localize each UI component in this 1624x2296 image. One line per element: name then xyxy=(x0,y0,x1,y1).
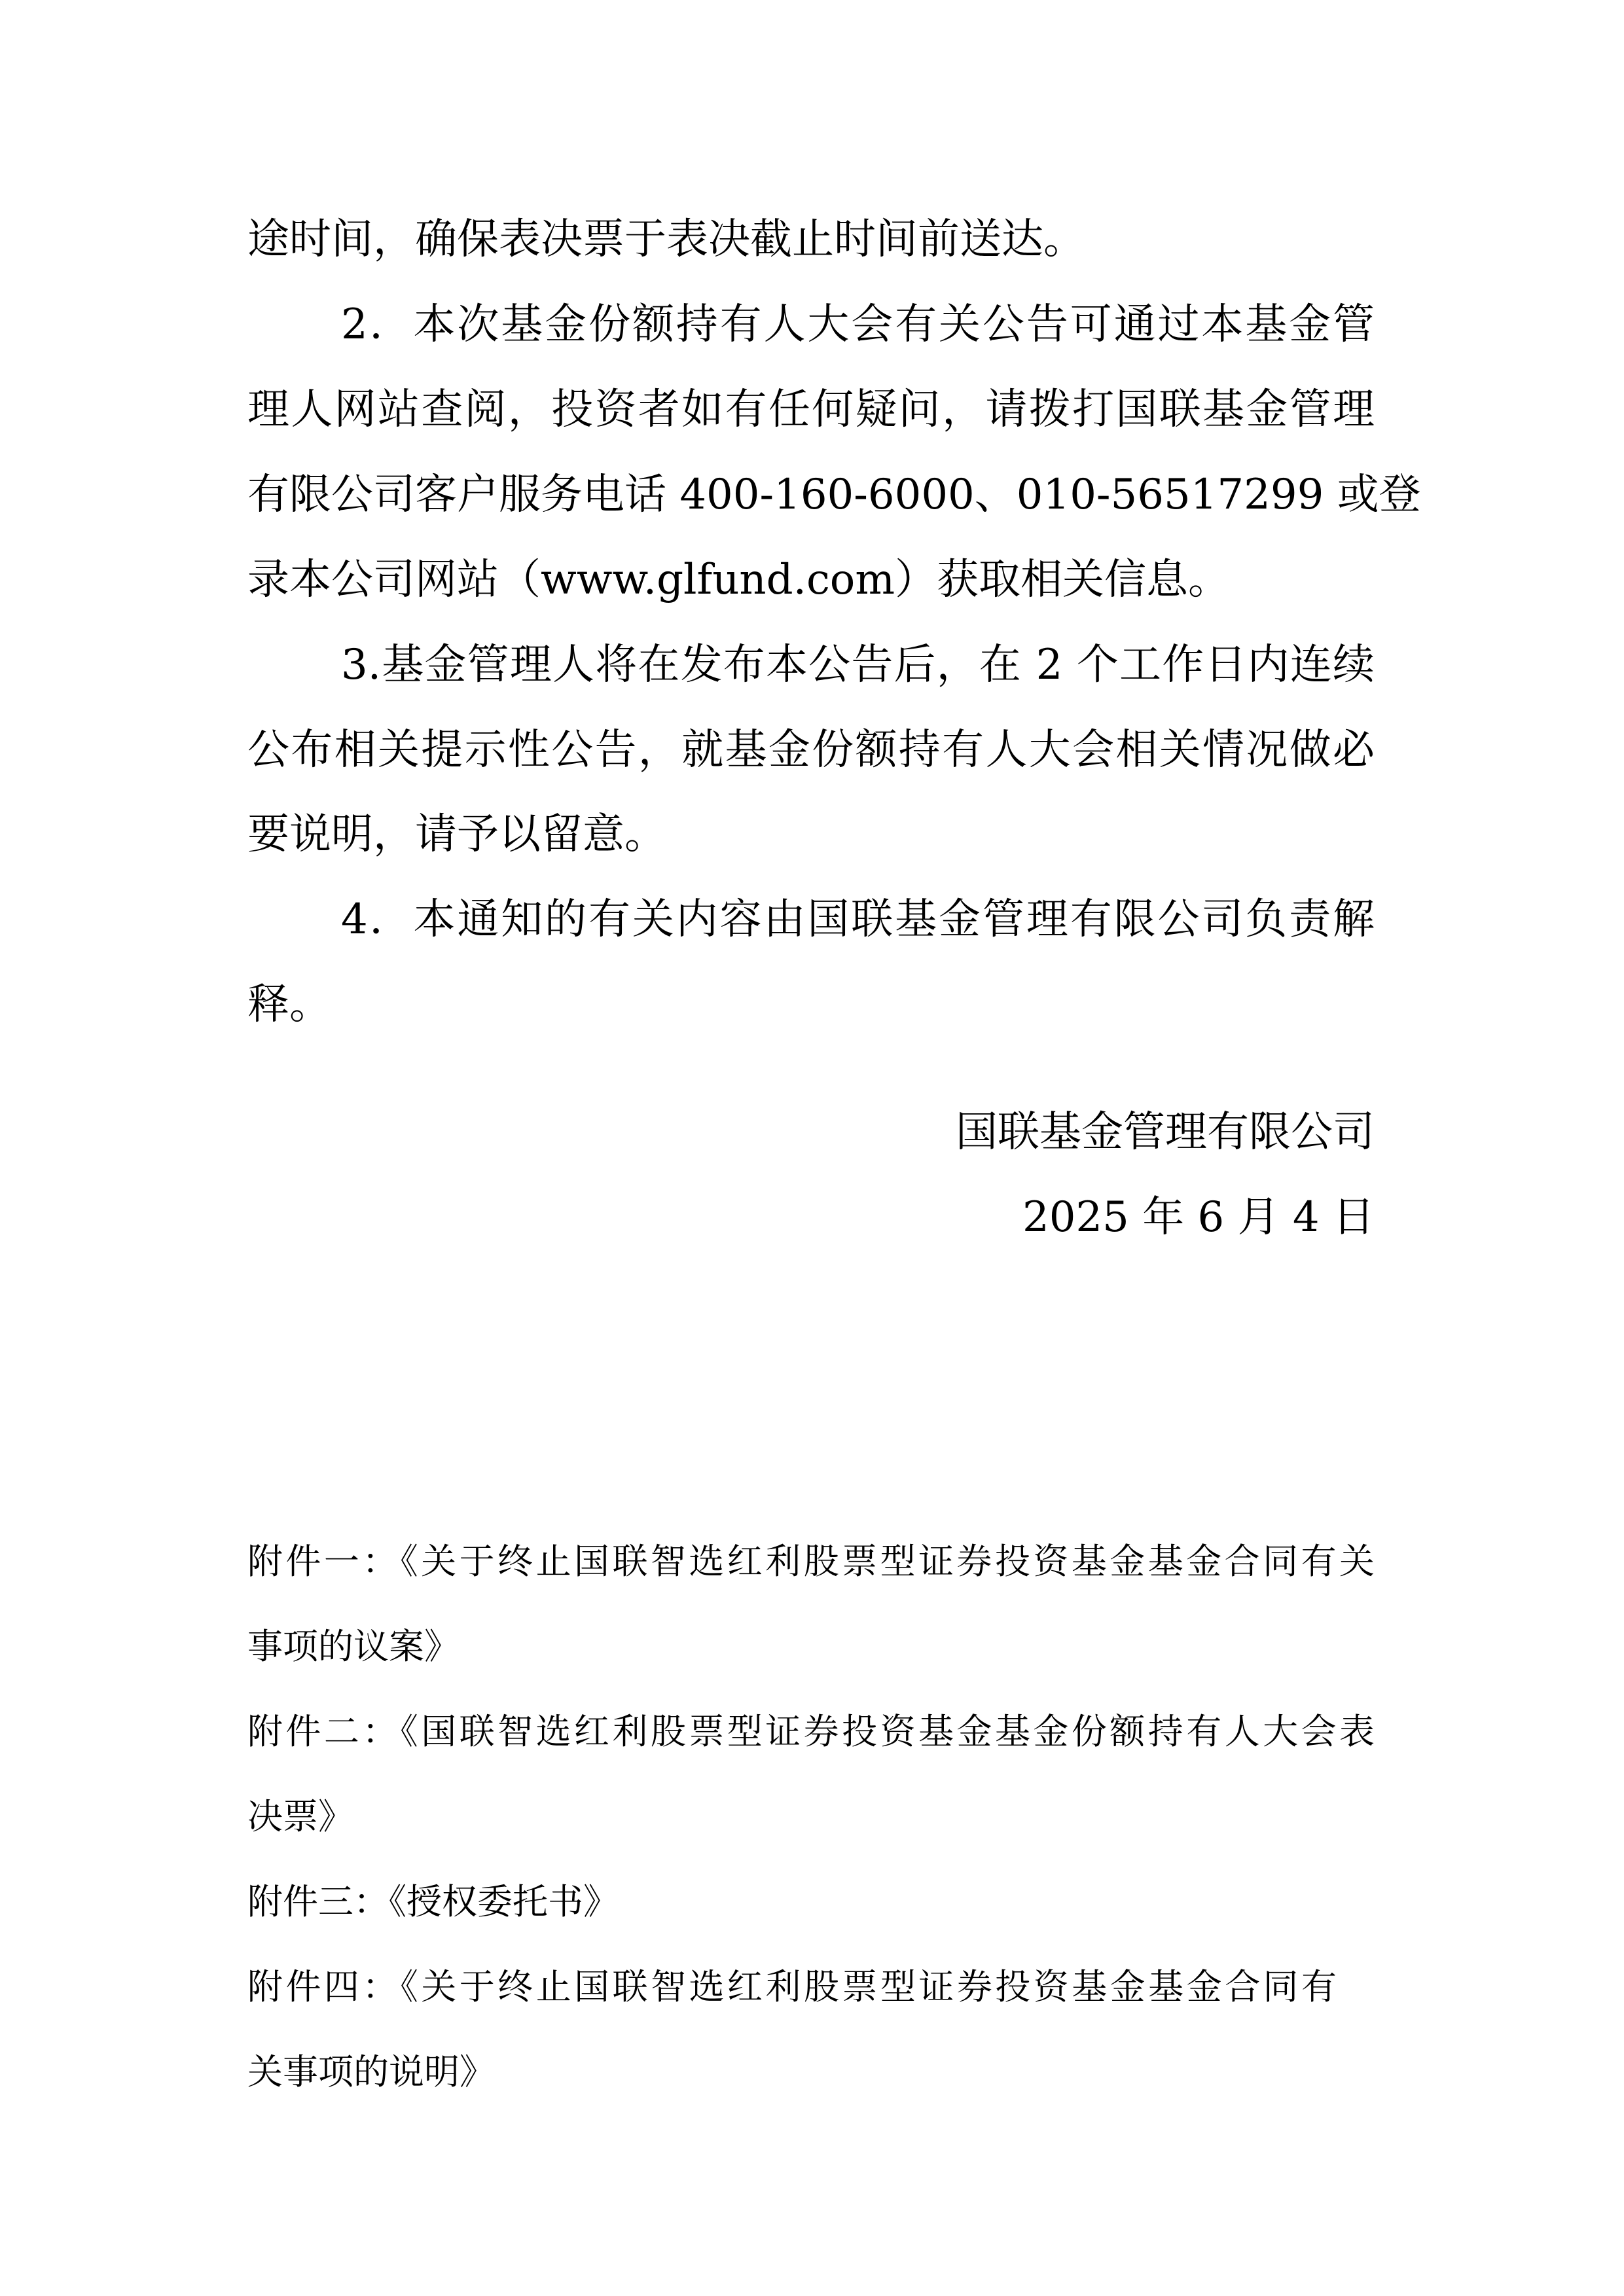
note-3-line-1: 3.基金管理人将在发布本公告后，在 2 个工作日内连续 xyxy=(341,641,1375,689)
note-2-line-2: 理人网站查阅，投资者如有任何疑问，请拨打国联基金管理 xyxy=(247,386,1375,434)
attachment-3: 附件三：《授权委托书》 xyxy=(247,1881,619,1922)
signature-company: 国联基金管理有限公司 xyxy=(956,1108,1375,1157)
note-3-line-2: 公布相关提示性公告，就基金份额持有人大会相关情况做必 xyxy=(247,726,1375,774)
note-2-line-4-website: 录本公司网站（www.glfund.com）获取相关信息。 xyxy=(247,556,1231,604)
note-2-line-3-contact-phones: 有限公司客户服务电话 400-160-6000、010-56517299 或登 xyxy=(247,471,1421,519)
note-4-line-1: 4．本通知的有关内容由国联基金管理有限公司负责解 xyxy=(341,895,1375,944)
attachment-2-line-2: 决票》 xyxy=(247,1796,353,1837)
note-2-line-1: 2．本次基金份额持有人大会有关公告可通过本基金管 xyxy=(341,300,1375,349)
attachment-2-line-1: 附件二：《国联智选红利股票型证券投资基金基金份额持有人大会表 xyxy=(247,1711,1375,1752)
attachment-1-line-1: 附件一：《关于终止国联智选红利股票型证券投资基金基金合同有关 xyxy=(247,1541,1375,1582)
body-line-1: 途时间，确保表决票于表决截止时间前送达。 xyxy=(247,215,1085,264)
attachment-1-line-2: 事项的议案》 xyxy=(247,1626,460,1667)
note-4-line-2: 释。 xyxy=(247,980,331,1029)
note-3-line-3: 要说明，请予以留意。 xyxy=(247,810,666,859)
signature-date: 2025 年 6 月 4 日 xyxy=(1022,1193,1375,1242)
attachment-4-line-2: 关事项的说明》 xyxy=(247,2051,495,2092)
attachment-4-line-1: 附件四：《关于终止国联智选红利股票型证券投资基金基金合同有 xyxy=(247,1966,1337,2007)
